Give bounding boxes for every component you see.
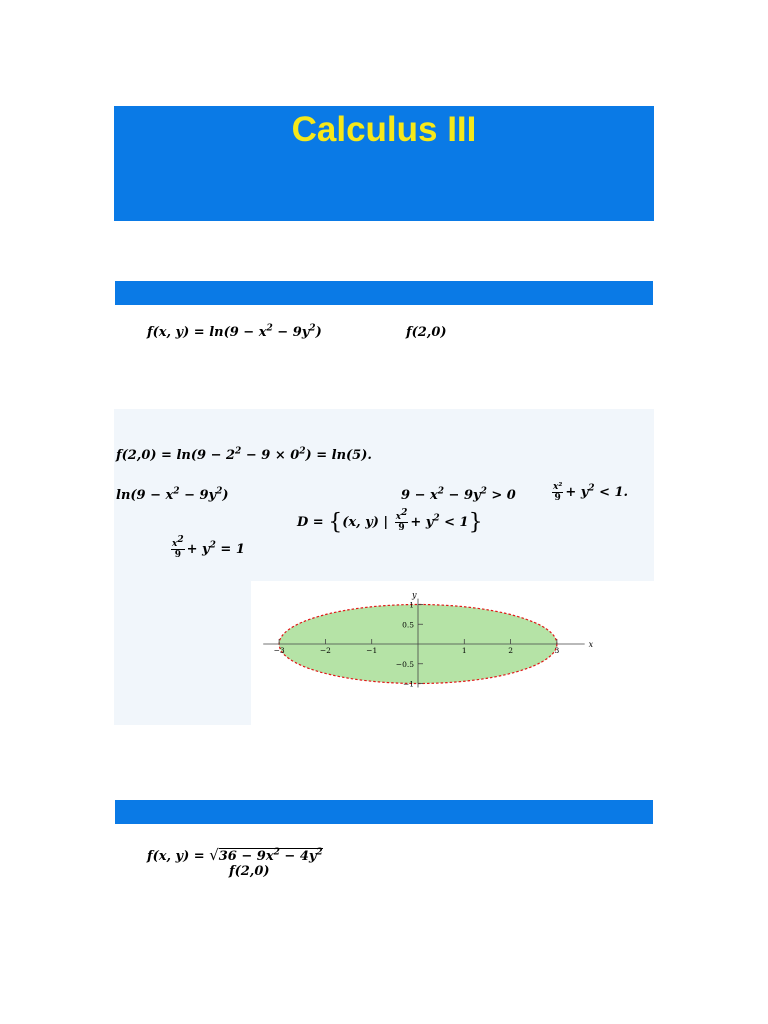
solution-line2-left: $\ln(9 - x^2 - 9y^2)$ <box>116 486 229 503</box>
x-tick-label: 1 <box>461 646 467 655</box>
y-tick-label: −1 <box>402 679 414 689</box>
x-tick-label: −1 <box>366 646 378 655</box>
example2-header-band <box>115 800 653 824</box>
boundary-equation: $\frac{x^2}{9}$ + $y^2 = 1$ <box>172 535 245 560</box>
example2-function: f(x, $y) = √36 - 9x^2 - 4y^2$ <box>147 846 323 864</box>
domain-plot <box>251 581 654 725</box>
x-tick-label: 2 <box>508 646 513 655</box>
x-tick-label: 3 <box>554 646 560 655</box>
x-tick-label: −2 <box>319 646 331 655</box>
y-axis-label: y <box>412 590 417 600</box>
example1-function: f(x, $y) = \ln(9 - x^2 - 9y^2)$ <box>147 323 322 340</box>
y-tick-label: 0.5 <box>402 620 414 630</box>
x-axis-label: x <box>588 640 594 649</box>
example1-evaluate: f(2,0) <box>406 325 447 340</box>
example1-header-band <box>115 281 653 305</box>
y-tick-label: 1 <box>409 600 414 610</box>
solution-line1: $f(2,0) = \ln(9 - 2^2 - 9 \times 0^2) = \ln(5)$. <box>116 446 372 463</box>
y-tick-label: −0.5 <box>395 659 414 669</box>
example2-evaluate: f(2,0) <box>229 864 270 879</box>
page-title: Calculus III <box>291 110 477 149</box>
x-tick-label: −3 <box>273 646 285 655</box>
title-banner <box>114 106 654 221</box>
solution-line2-mid: $9 - x^2 - 9y^2 > 0$ <box>401 486 516 503</box>
domain-definition: D = {(x, y) | $\frac{x^2}{9}$ + $y^2 < 1$} <box>297 508 483 535</box>
solution-line2-right: $\frac{\text{x²}}{9}$ + $y^2 < 1$. <box>553 482 629 503</box>
